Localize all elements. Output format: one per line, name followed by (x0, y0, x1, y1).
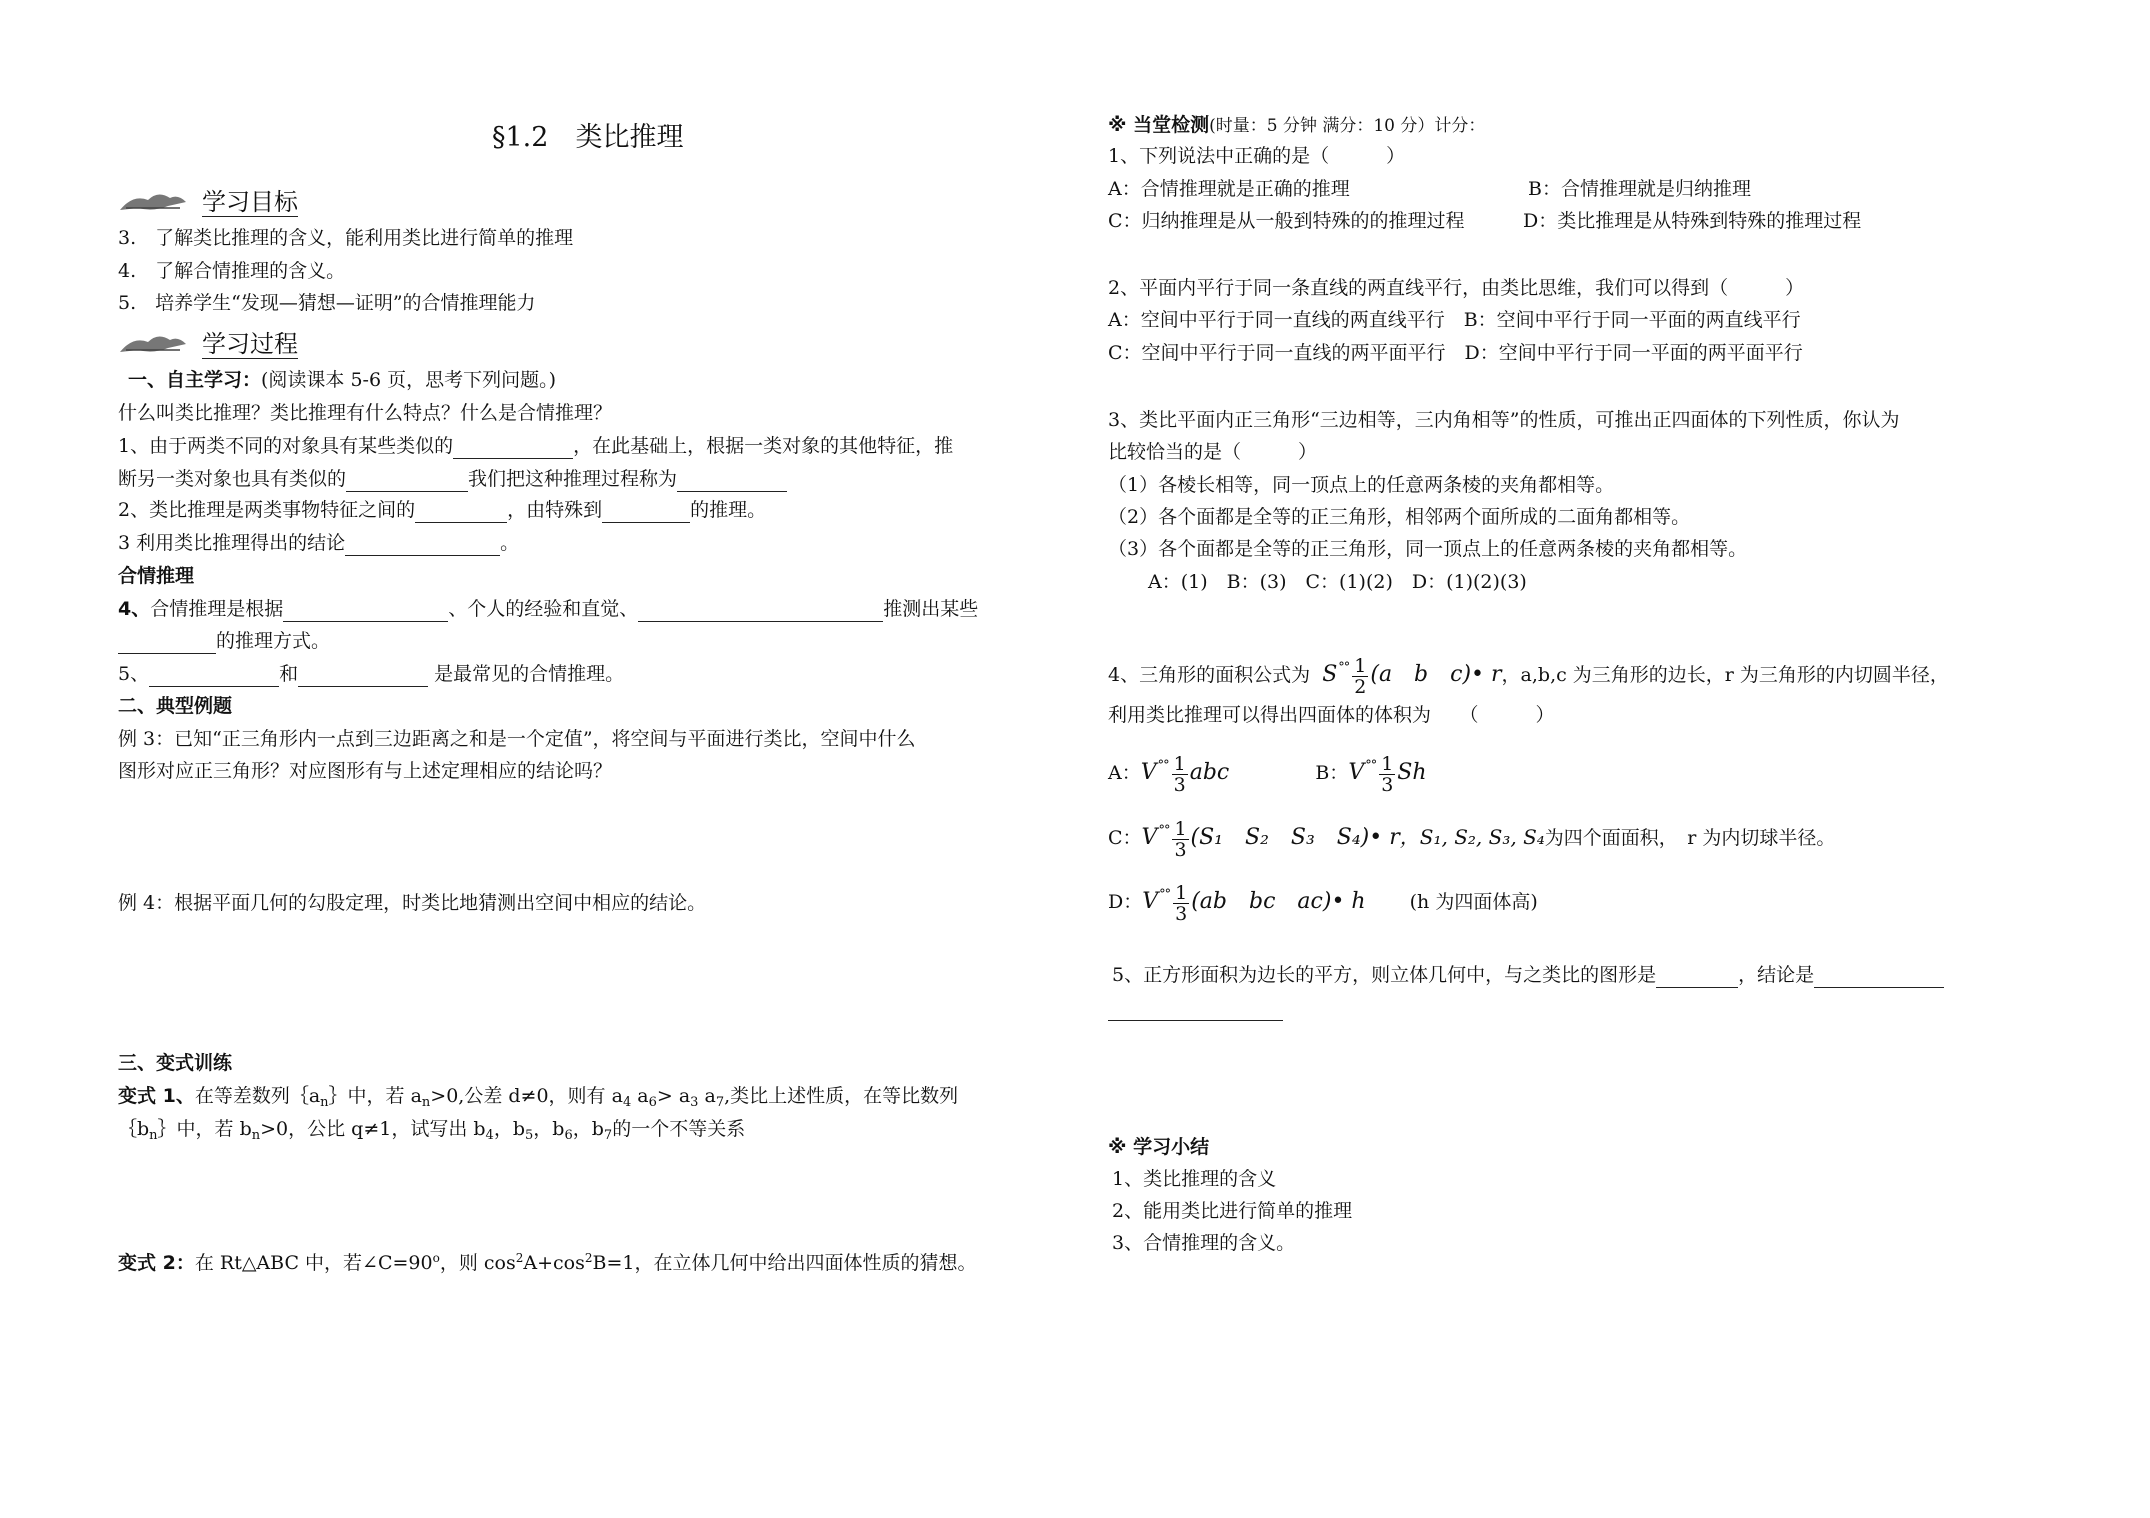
check-question-1: 1、下列说法中正确的是（ ） (1108, 145, 1406, 167)
q1-option-c: C：归纳推理是从一般到特殊的的推理过程 (1108, 210, 1465, 232)
check-question-2: 2、平面内平行于同一条直线的两直线平行，由类比思维，我们可以得到（ ） (1108, 277, 1805, 299)
answer-blank[interactable] (453, 438, 573, 459)
answer-blank[interactable] (346, 471, 468, 492)
check-heading-line: ※ 当堂检测(时量：5 分钟 满分：10 分）计分： (1108, 114, 1486, 136)
question-3: 3 利用类比推理得出的结论 。 (118, 532, 520, 554)
learning-process-heading: 学习过程 (118, 330, 298, 361)
answer-blank[interactable] (298, 666, 428, 687)
example-3-line2: 图形对应正三角形？对应图形有与上述定理相应的结论吗？ (118, 760, 613, 782)
decorative-bird-icon (118, 330, 188, 361)
example-3-line1: 例 3：已知“正三角形内一点到三边距离之和是一个定值”，将空间与平面进行类比，空间中什么 (118, 728, 916, 750)
q2-options-ab: A：空间中平行于同一直线的两直线平行 B：空间中平行于同一平面的两直线平行 (1108, 309, 1801, 331)
question-5-continuation (1108, 995, 1283, 1021)
answer-blank[interactable] (415, 502, 507, 523)
q1-option-b: B：合情推理就是归纳推理 (1528, 178, 1751, 200)
answer-blank[interactable] (149, 666, 279, 687)
examples-heading: 二、典型例题 (118, 695, 233, 717)
q2-options-cd: C：空间中平行于同一直线的两平面平行 D：空间中平行于同一平面的两平面平行 (1108, 342, 1803, 364)
reasoning-heading: 合情推理 (118, 565, 195, 587)
self-study-line: 一、自主学习：(阅读课本 5-6 页，思考下列问题。) (128, 369, 557, 391)
variant-2: 变式 2：在 Rt△ABC 中，若$\angle C=90^o$，则 $\cos^2A+\cos^2B=1$，在立体几何中给出四面体性质的猜想。 (118, 1251, 977, 1274)
check-question-5: 5、正方形面积为边长的平方，则立体几何中，与之类比的图形是 ，结论是 (1112, 962, 1944, 988)
q3-statement-3: （3）各个面都是全等的正三角形，同一顶点上的任意两条棱的夹角都相等。 (1108, 538, 1748, 560)
self-study-heading: 一、自主学习： (128, 369, 262, 391)
q4-options-ab: A：V°° $\frac{1}{3}$ abc B：V°° $\frac{1}{3}$ Sh (1108, 752, 1427, 796)
summary-item: 3、合情推理的含义。 (1112, 1232, 1296, 1254)
q1-option-a: A：合情推理就是正确的推理 (1108, 178, 1350, 200)
answer-blank[interactable] (1108, 1000, 1283, 1021)
goal-item: 3. 了解类比推理的含义，能利用类比进行简单的推理 (118, 227, 574, 249)
answer-blank[interactable] (602, 502, 690, 523)
answer-blank[interactable] (1814, 967, 1944, 988)
q3-statement-2: （2）各个面都是全等的正三角形，相邻两个面所成的二面角都相等。 (1108, 506, 1691, 528)
self-study-question: 什么叫类比推理？类比推理有什么特点？什么是合情推理？ (118, 402, 613, 424)
question-4-line1: 4、合情推理是根据 、个人的经验和直觉、 推测出某些 (118, 598, 979, 620)
answer-blank[interactable] (638, 601, 883, 622)
fraction-one-half: $\frac{1}{2}$ (1354, 654, 1367, 698)
question-1-line1: 1、由于两类不同的对象具有某些类似的 ，在此基础上，根据一类对象的其他特征，推 (118, 435, 954, 457)
question-5: 5、 和 是最常见的合情推理。 (118, 663, 625, 685)
variant-1-line1: 变式 1、在等差数列$\{a_n\}$中，若 $a_n>0$,公差 d≠0，则有 $a_4$ $a_6> a_3$ $a_7$,类比上述性质，在等比数列 (118, 1085, 959, 1110)
answer-blank[interactable] (118, 633, 216, 654)
variants-heading: 三、变式训练 (118, 1052, 233, 1074)
summary-item: 1、类比推理的含义 (1112, 1168, 1277, 1190)
example-4: 例 4：根据平面几何的勾股定理，时类比地猜测出空间中相应的结论。 (118, 892, 707, 914)
check-question-3-line2: 比较恰当的是（ ） (1108, 441, 1318, 463)
learning-goals-heading: 学习目标 (118, 188, 298, 219)
question-2: 2、类比推理是两类事物特征之间的 ，由特殊到 的推理。 (118, 499, 767, 521)
check-heading: ※ 当堂检测 (1108, 114, 1210, 136)
goal-item: 4. 了解合情推理的含义。 (118, 260, 346, 282)
summary-item: 2、能用类比进行简单的推理 (1112, 1200, 1353, 1222)
q3-options: A：(1) B：(3) C：(1)(2) D：(1)(2)(3) (1148, 571, 1527, 593)
summary-heading: ※ 学习小结 (1108, 1136, 1210, 1158)
answer-blank[interactable] (677, 471, 787, 492)
question-4-line2: 的推理方式。 (118, 628, 330, 654)
variant-1-line2: $\{b_n\}$中，若 $b_n>0$，公比 q≠1，试写出 $b_4$，$b_5$，$b_6$，$b_7$的一个不等关系 (118, 1118, 746, 1143)
answer-blank[interactable] (1656, 967, 1738, 988)
goal-item: 5. 培养学生“发现—猜想—证明”的合情推理能力 (118, 292, 536, 314)
page-title: §1.2 类比推理 (492, 122, 684, 153)
q1-option-d: D：类比推理是从特殊到特殊的推理过程 (1523, 210, 1862, 232)
q4-option-c: C：V°° $\frac{1}{3}$ (S₁ S₂ S₃ S₄)• r，S₁, S₂, S₃, S₄为四个面面积， r 为内切球半径。 (1108, 817, 1836, 861)
question-1-line2: 断另一类对象也具有类似的 我们把这种推理过程称为 (118, 466, 787, 492)
check-question-4-line2: 利用类比推理可以得出四面体的体积为 （ ） (1108, 704, 1555, 726)
q3-statement-1: （1）各棱长相等，同一顶点上的任意两条棱的夹角都相等。 (1108, 474, 1615, 496)
q4-option-d: D：V°° $\frac{1}{3}$ (ab bc ac)• h (h 为四面体高) (1108, 881, 1538, 925)
answer-blank[interactable] (345, 535, 500, 556)
check-question-4-line1: 4、三角形的面积公式为 S°° $\frac{1}{2}$ (a b c)• r，a,b,c 为三角形的边长，r 为三角形的内切圆半径， (1108, 654, 1949, 698)
answer-blank[interactable] (283, 601, 448, 622)
decorative-bird-icon (118, 188, 188, 219)
check-question-3-line1: 3、类比平面内正三角形“三边相等，三内角相等”的性质，可推出正四面体的下列性质，你认为 (1108, 409, 1900, 431)
